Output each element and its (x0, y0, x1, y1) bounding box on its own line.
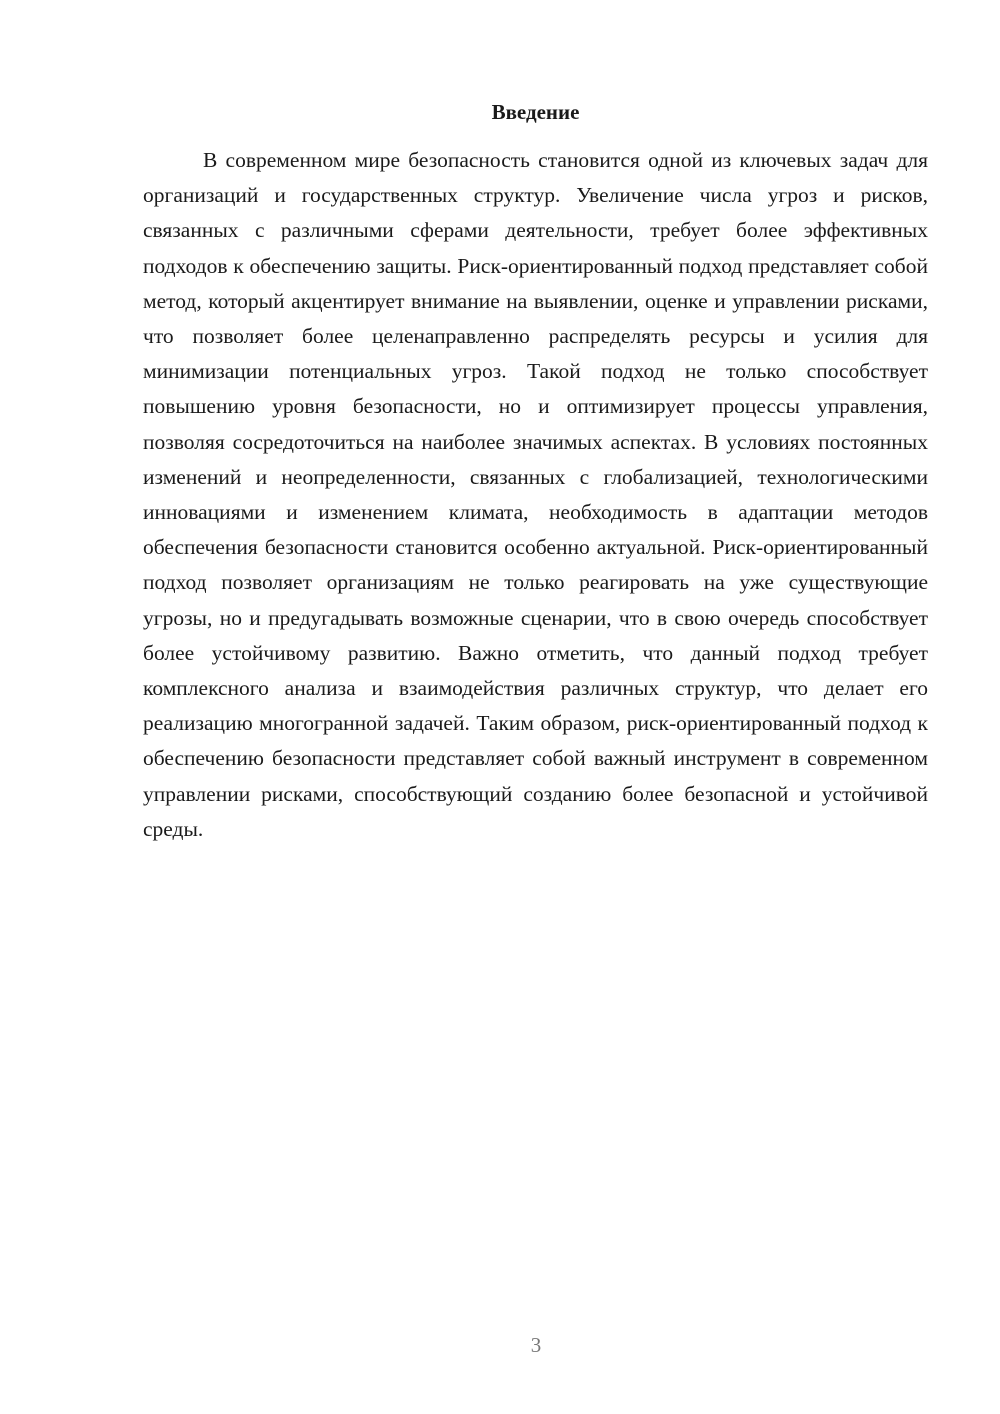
section-title: Введение (491, 100, 580, 124)
body-paragraph: В современном мире безопасность становится одной из ключевых задач для организаций и государственных структур. Увеличение числа угроз и рисков, связанных с различными сферами деятельности, требует более эффективных подходов к обеспечению защиты. Риск-ориентированный подход представляет собой метод, который акцентирует внимание на выявлении, оценке и управлении рисками, что позволяет более целенаправленно распределять ресурсы и усилия для минимизации потенциальных угроз. Такой подход не только способствует повышению уровня безопасности, но и оптимизирует процессы управления, позволяя сосредоточиться на наиболее значимых аспектах. В условиях постоянных изменений и неопределенности, связанных с глобализацией, технологическими инновациями и изменением климата, необходимость в адаптации методов обеспечения безопасности становится особенно актуальной. Риск-ориентированный подход позволяет организациям не только реагировать на уже существующие угрозы, но и предугадывать возможные сценарии, что в свою очередь способствует более устойчивому развитию. Важно отметить, что данный подход требует комплексного анализа и взаимодействия различных структур, что делает его реализацию многогранной задачей. Таким образом, риск-ориентированный подход к обеспечению безопасности представляет собой важный инструмент в современном управлении рисками, способствующий созданию более безопасной и устойчивой среды. (143, 148, 928, 841)
page-number: 3 (530, 1333, 542, 1357)
